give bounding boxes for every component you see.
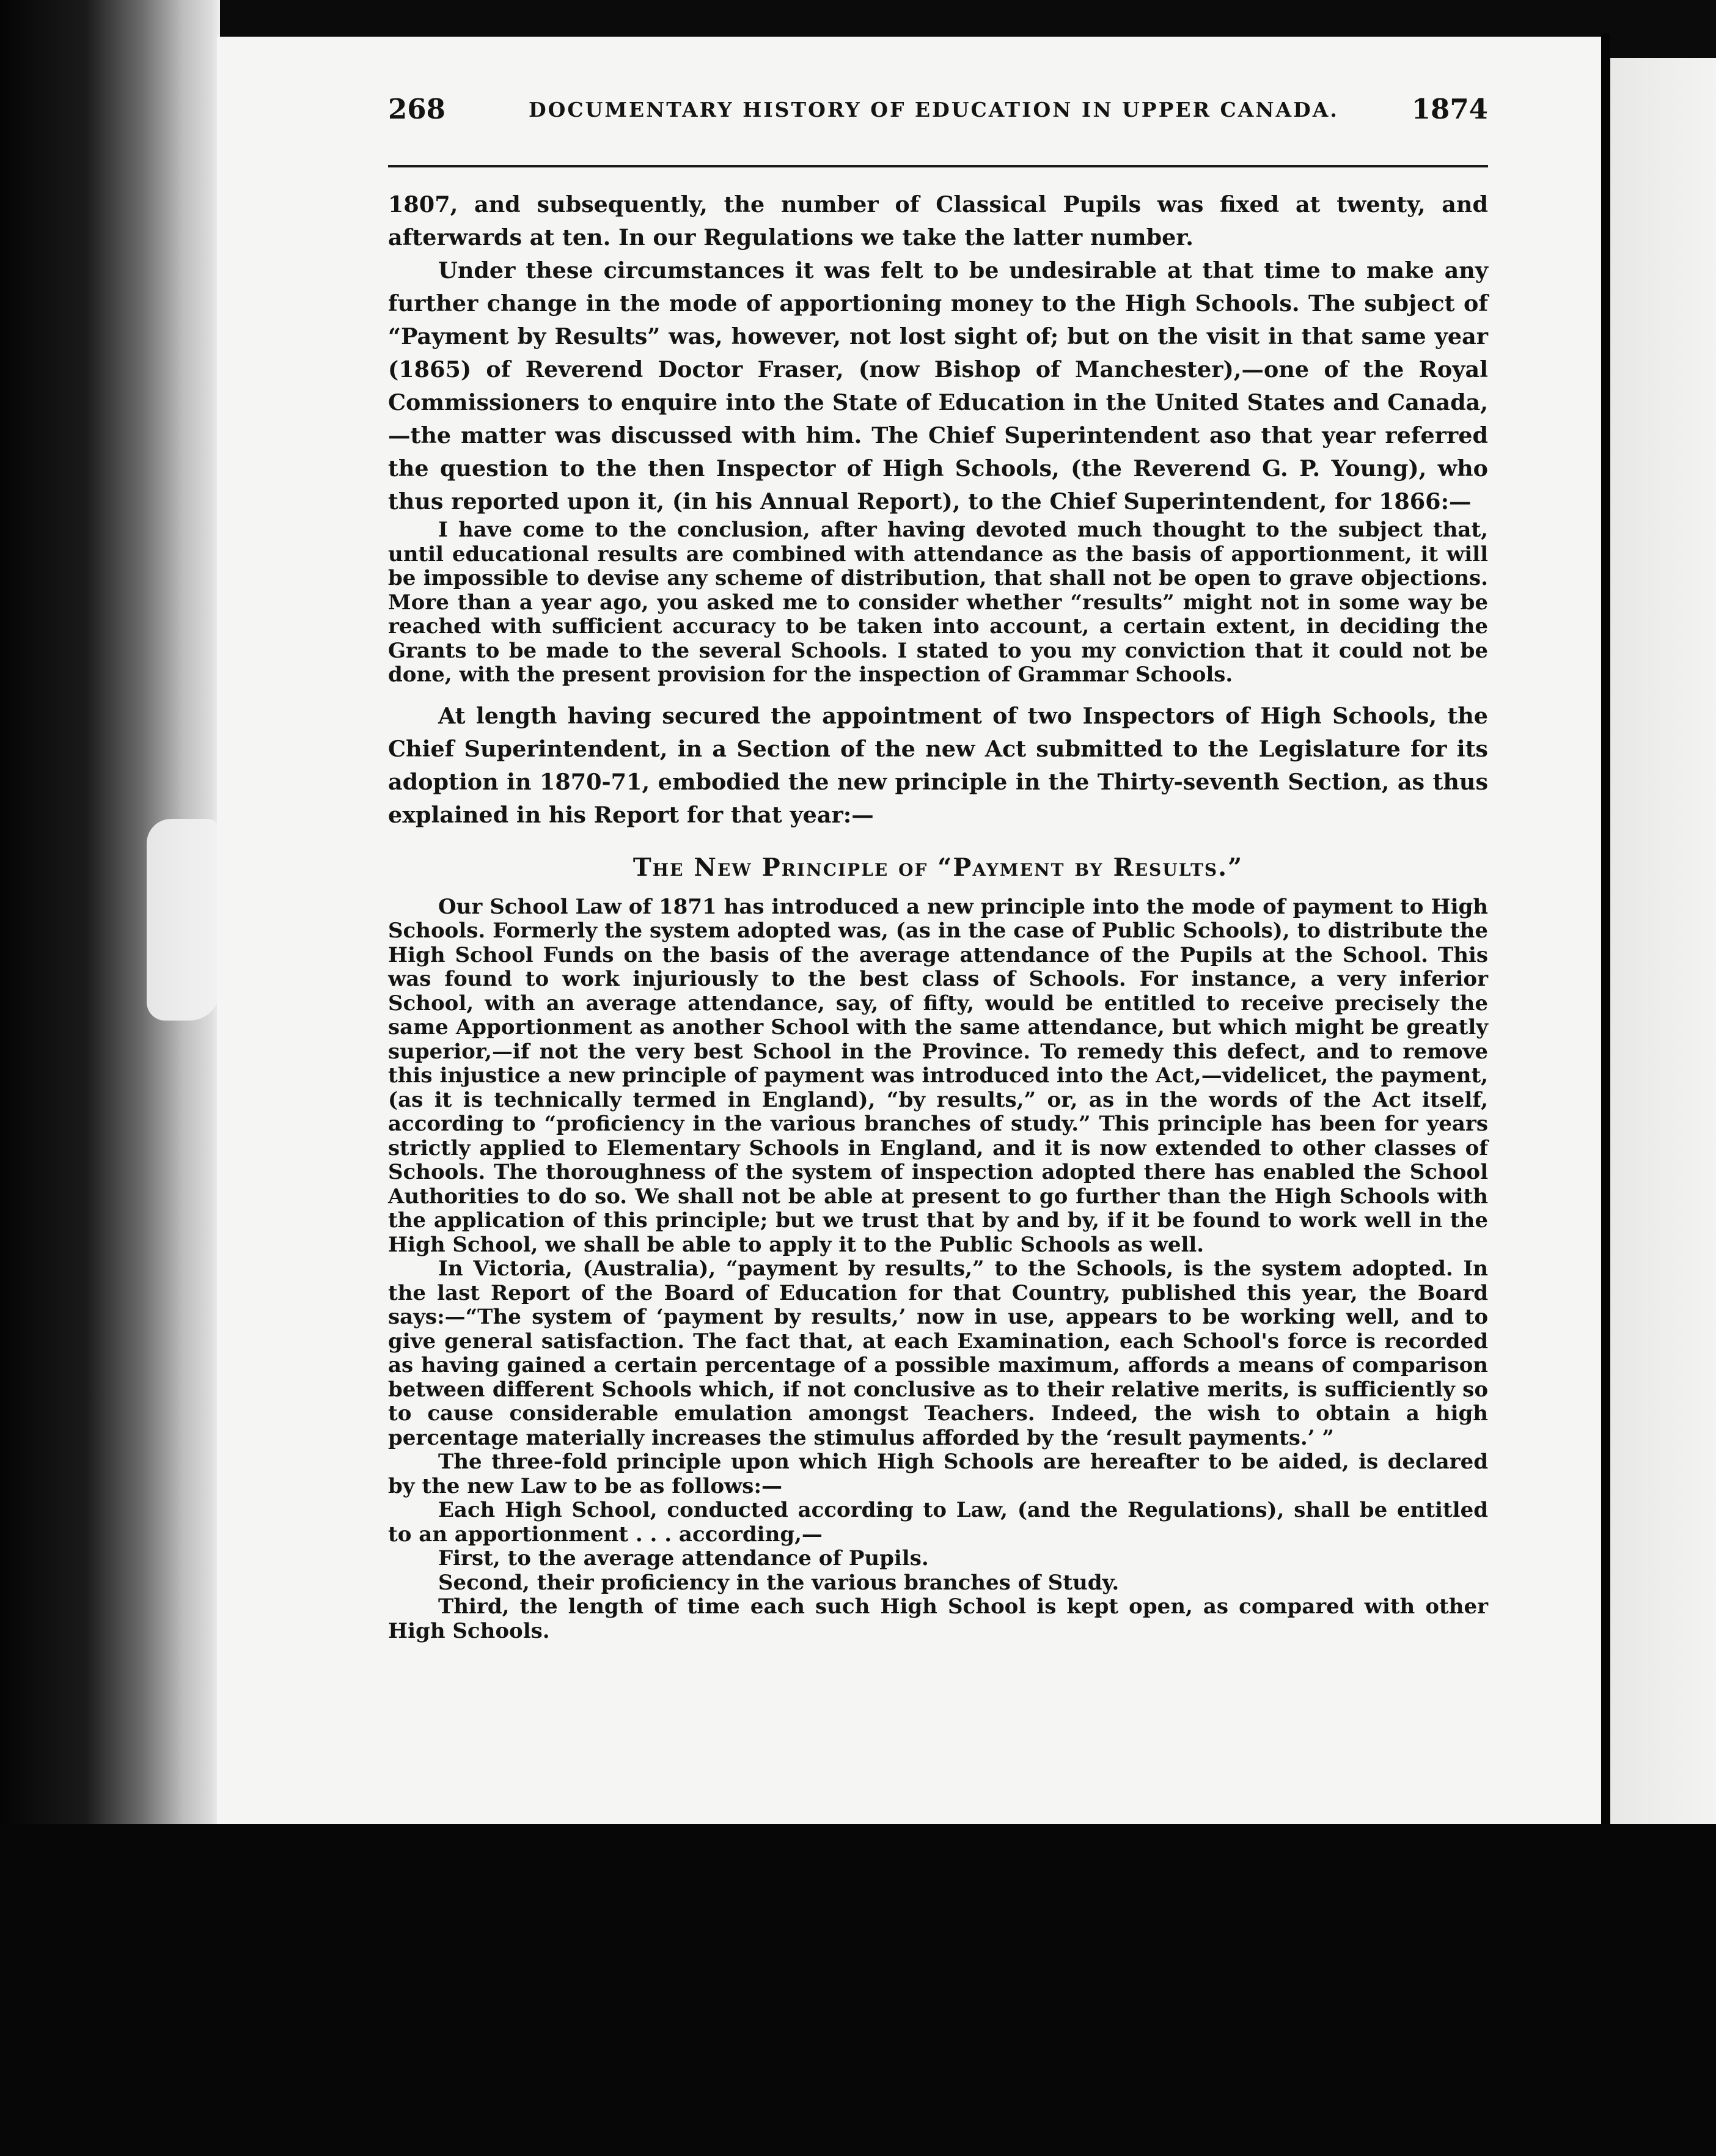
paper-blemish [147,819,220,1021]
header-rule [388,165,1488,167]
scan-border [0,1824,1716,2156]
paragraph: At length having secured the appointment of two Inspectors of High Schools, the Chief Superintendent, in a Section of the new Act submitted to the Legislature for its adoption in 1870-71, embodied the new principle in the Thirty-seventh Section, as thus explained in his Report for that year:— [388,702,1488,828]
paragraph: 1807, and subsequently, the number of Classical Pupils was fixed at twenty, and afterwards at ten. In our Regulations we take the latter number. [388,191,1488,251]
block-quote: The three-fold principle upon which High Schools are hereafter to be aided, is declared by the new Law to be as follows:— [388,1450,1488,1498]
section-heading: The New Principle of “Payment by Results.” [632,853,1244,882]
header-year: 1874 [1411,93,1488,125]
block-quote: Each High School, conducted according to Law, (and the Regulations), shall be entitled to an apportionment . . . according,— [388,1498,1488,1547]
page-body [388,188,1488,1643]
block-quote: I have come to the conclusion, after having devoted much thought to the subject that, until educational results are combined with attendance as the basis of apportionment, it will be impossible to devise any scheme of distribution, that shall not be open to grave objections. More than a year ago, you asked me to consider whether “results” might not in some way be reached with sufficient accuracy to be taken into account, a certain extent, in deciding the Grants to be made to the several Schools. I stated to you my conviction that it could not be done, with the present provision for the inspection of Grammar Schools. [388,518,1488,687]
facing-page-edge [1610,58,1716,1830]
block-quote: In Victoria, (Australia), “payment by results,” to the Schools, is the system adopted. In the last Report of the Board of Education for that Country, published this year, the Board says:—“The system of ‘payment by results,’ now in use, appears to be working well, and to give general satisfaction. The fact that, at each Examination, each School's force is recorded as having gained a certain percentage of a possible maximum, affords a means of comparison between different Schools which, if not conclusive as to their relative merits, is sufficiently so to cause considerable emulation amongst Teachers. Indeed, the wish to obtain a high percentage materially increases the stimulus afforded by the ‘result payments.’ ” [388,1256,1488,1450]
page-gutter [1601,34,1610,1830]
running-title: DOCUMENTARY HISTORY OF EDUCATION IN UPPER CANADA. [529,98,1339,122]
running-header [388,93,1488,136]
page-number: 268 [388,93,446,125]
list-item: Third, the length of time each such High School is kept open, as compared with other High Schools. [388,1594,1488,1643]
paragraph: Under these circumstances it was felt to be undesirable at that time to make any further change in the mode of apportioning money to the High Schools. The subject of “Payment by Results” was, however, not lost sight of; but on the visit in that same year (1865) of Reverend Doctor Fraser, (now Bishop of Manchester),—one of the Royal Commissioners to enquire into the State of Education in the United States and Canada, —the matter was discussed with him. The Chief Superintendent aso that year referred the question to the then Inspector of High Schools, (the Reverend G. P. Young), who thus reported upon it, (in his Annual Report), to the Chief Superintendent, for 1866:— [388,257,1488,515]
list-item: First, to the average attendance of Pupils. [438,1546,929,1571]
block-quote: Our School Law of 1871 has introduced a new principle into the mode of payment to High Schools. Formerly the system adopted was, (as in the case of Public Schools), to distribute the High School Funds on the basis of the average attendance of the Pupils at the School. This was found to work injuriously to the best class of Schools. For instance, a very inferior School, with an average attendance, say, of fifty, would be entitled to receive precisely the same Apportionment as another School with the same attendance, but which might be greatly superior,—if not the very best School in the Province. To remedy this defect, and to remove this injustice a new principle of payment was introduced into the Act,—videlicet, the payment, (as it is technically termed in England), “by results,” or, as in the words of the Act itself, according to “proficiency in the various branches of study.” This principle has been for years strictly applied to Elementary Schools in England, and it is now extended to other classes of Schools. The thoroughness of the system of inspection adopted there has enabled the School Authorities to do so. We shall not be able at present to go further than the High Schools with the application of this principle; but we trust that by and by, if it be found to work well in the High School, we shall be able to apply it to the Public Schools as well. [388,894,1488,1257]
list-item: Second, their proficiency in the various branches of Study. [438,1570,1120,1595]
